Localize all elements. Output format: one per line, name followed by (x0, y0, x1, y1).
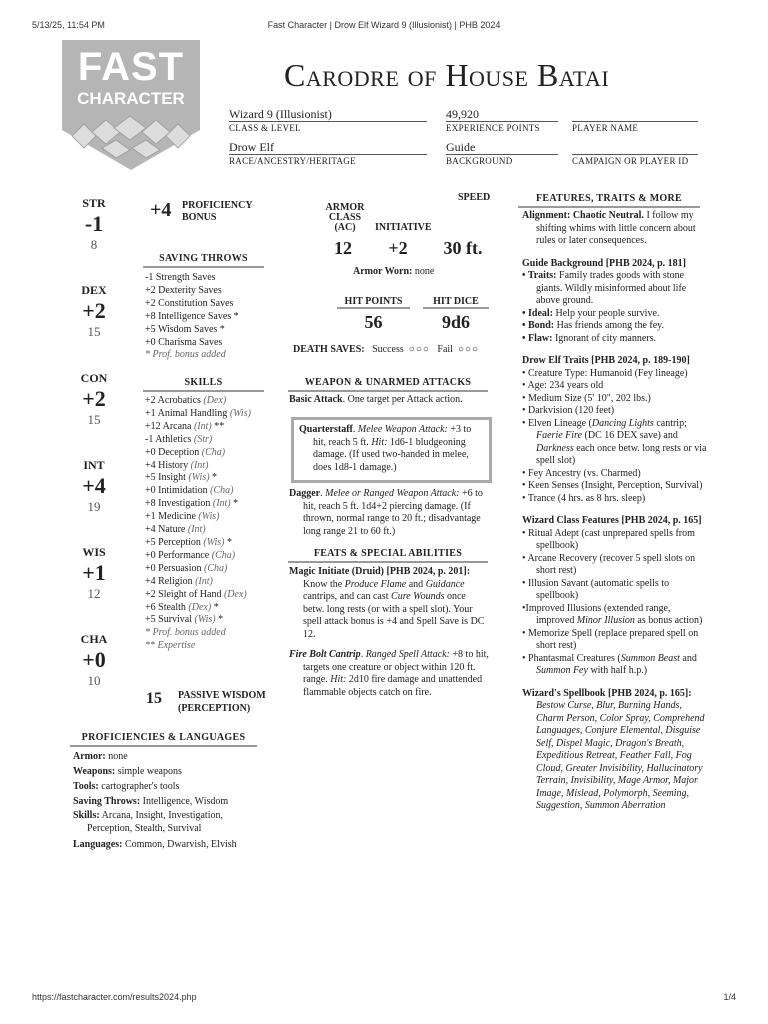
skill-item: -1 Athletics (Str) (145, 433, 213, 445)
race-value: Drow Elf (229, 140, 427, 155)
ability-modifier: -1 (84, 211, 104, 236)
proficiency-label: PROFICIENCY BONUS (182, 200, 253, 223)
save-item: +2 Constitution Saves (145, 297, 234, 309)
features-title: FEATURES, TRAITS & MORE (518, 193, 700, 208)
skill-item: +1 Medicine (Wis) (145, 511, 220, 523)
skill-item: +6 Stealth (Dex) * (145, 601, 219, 613)
features-list: Alignment: Chaotic Neutral. I follow my shifting whims with little concern about rules or later consequences. Guide Background [PHB 2024, p. 181] • Traits: Family trades goods with stone giants. Wildly misinformed about life above ground. • Ideal: Help your people survive. • Bond: Has friends among the fey. • Flaw: Ignorant of city manners. Drow Elf Traits [PHB 2024, p. 189-190] • Creature Type: Humanoid (Fey lineage) • Age: 234 years old • Medium Size (5' 10", 202 lbs.) • Darkvision (120 feet) • Elven Lineage (Dancing Lights cantrip; Faerie Fire (DC 16 DEX save) and Darkness each once betw. long rests or via spell slot) • Fey Ancestry (vs. Charmed) • Keen Senses (Insight, Perception, Survival) • Trance (4 hrs. as 8 hrs. sleep) Wizard Class Features [PHB 2024, p. 165] • Ritual Adept (cast unprepared spells from spellbook) • Arcane Recovery (recover 5 spell slots on short rest) • Illusion Savant (automatic spells to spellbook) •Improved Illusions (extended range, improved Minor Illusion as bonus action) • Memorize Spell (replace prepared spell on short rest) • Phantasmal Creatures (Summon Beast and Summon Fey with half h.p.) Wizard's Spellbook [PHB 2024, p. 165]: Bestow Curse, Blur, Burning Hands, Charm Person, Color Spray, Comprehend Languages, Conjure Elemental, Disguise Self, Dispel Magic, Dragon's Breath, Expeditious Retreat, Feather Fall, Fog Cloud, Greater Invisibility, Hallucinatory Terrain, Invisibility, Mage Armor, Major Image, Mislead, Polymorph, Seeming, Suggestion, Summon Aberration (522, 210, 707, 811)
save-item: +2 Dexterity Saves (145, 284, 222, 296)
spellbook-spells: Bestow Curse, Blur, Burning Hands, Charm Person, Color Spray, Comprehend Languages, Conjure Elemental, Disguise Self, Dispel Magic, Dragon's Breath, Expeditious Retreat, Feather Fall, Fog Cloud, Greater Invisibility, Hallucinatory Terrain, Invisibility, Mage Armor, Major Image, Mislead, Polymorph, Seeming, Suggestion, Summon Aberration (536, 700, 705, 811)
passive-perception-value: 15 (146, 690, 162, 707)
skills-list (145, 395, 251, 653)
hit-dice-value: 9d6 (441, 312, 470, 332)
skill-item: +2 Sleight of Hand (Dex) (145, 588, 247, 600)
death-fail-circles[interactable]: ○○○ (457, 344, 480, 355)
background-value: Guide (446, 140, 558, 155)
ability-score: 8 (90, 237, 98, 252)
ability-score: 10 (87, 673, 101, 688)
feats-list: Magic Initiate (Druid) [PHB 2024, p. 201]: Know the Produce Flame and Guidance cantrips, and can cast Cure Wounds once betw. long rests (or with a spell slot). Your spell attack bonus is +4 and Spell Save is DC 12. Fire Bolt Cantrip. Ranged Spell Attack: +8 to hit, targets one creature or object within 120 ft. range. Hit: 2d10 fire damage and unattended flammable objects catch on fire. (289, 566, 489, 698)
skill-note: ** Expertise (145, 640, 196, 652)
ability-label: DEX (81, 283, 107, 297)
skill-item: +4 Religion (Int) (145, 575, 213, 587)
ability-label: WIS (82, 545, 106, 559)
ability-label: CHA (80, 632, 108, 646)
campaign-label: CAMPAIGN OR PLAYER ID (572, 156, 689, 166)
skill-item: +5 Insight (Wis) * (145, 472, 218, 484)
fast-character-logo (62, 40, 200, 170)
print-url[interactable]: https://fastcharacter.com/results2024.php (32, 992, 197, 1002)
logo-text-fast: FAST (77, 45, 185, 89)
skill-item: +4 Nature (Int) (145, 524, 206, 536)
basic-attack: Basic Attack. One target per Attack action. (289, 394, 463, 405)
death-saves: DEATH SAVES: Success ○○○ Fail ○○○ (293, 344, 480, 355)
skill-item: +12 Arcana (Int) ** (145, 420, 225, 432)
page-number: 1/4 (723, 992, 736, 1002)
skill-item: +5 Perception (Wis) * (145, 536, 233, 548)
dagger-attack: Dagger. Melee or Ranged Weapon Attack: +6 to hit, reach 5 ft. 1d4+2 piercing damage. (If thrown, normal range to 20 ft.; disadvantage long range 21 to 60 ft.) (289, 488, 483, 537)
initiative-label: INITIATIVE (375, 222, 432, 233)
save-item: +0 Charisma Saves (145, 336, 223, 348)
proficiencies-title: PROFICIENCIES & LANGUAGES (70, 732, 257, 747)
ability-label: INT (83, 458, 105, 472)
initiative-value: +2 (388, 238, 408, 258)
ability-score: 15 (87, 412, 101, 427)
xp-value: 49,920 (446, 107, 558, 122)
saving-throws-title: SAVING THROWS (143, 253, 264, 268)
class-level-value: Wizard 9 (Illusionist) (229, 107, 427, 122)
class-level-label: CLASS & LEVEL (229, 123, 301, 133)
race-label: RACE/ANCESTRY/HERITAGE (229, 156, 356, 166)
skill-item: +4 History (Int) (145, 459, 209, 471)
save-item: +5 Wisdom Saves * (145, 323, 225, 335)
ability-label: STR (82, 196, 106, 210)
hit-points-label: HIT POINTS (337, 296, 410, 309)
skill-item: +0 Persuasion (Cha) (145, 562, 228, 574)
ability-cha (76, 632, 112, 689)
skill-item: +0 Performance (Cha) (145, 549, 236, 561)
speed-label: SPEED (458, 192, 491, 203)
speed-value: 30 ft. (443, 238, 483, 258)
skills-title: SKILLS (143, 377, 264, 392)
save-item: -1 Strength Saves (145, 272, 216, 283)
print-title: Fast Character | Drow Elf Wizard 9 (Illusionist) | PHB 2024 (267, 20, 501, 30)
campaign-field (572, 140, 698, 155)
xp-label: EXPERIENCE POINTS (446, 123, 540, 133)
background-label: BACKGROUND (446, 156, 513, 166)
player-name-field (572, 107, 698, 122)
ability-score: 19 (87, 499, 101, 514)
hit-dice-label: HIT DICE (423, 296, 489, 309)
save-item: +8 Intelligence Saves * (145, 310, 239, 322)
ability-wis (76, 545, 112, 602)
skill-item: +5 Survival (Wis) * (145, 614, 224, 626)
skill-item: +0 Intimidation (Cha) (145, 485, 234, 497)
ability-modifier: +2 (82, 386, 106, 411)
save-note: * Prof. bonus added (145, 349, 226, 361)
skill-item: +1 Animal Handling (Wis) (145, 407, 251, 419)
ability-dex (76, 283, 112, 340)
ability-score: 15 (87, 324, 101, 339)
ac-value: 12 (334, 238, 352, 258)
ability-label: CON (80, 371, 108, 385)
logo-text-character: CHARACTER (77, 89, 185, 108)
skill-item: +2 Acrobatics (Dex) (145, 395, 227, 406)
character-name: Carodre of House Batai (284, 57, 610, 93)
ability-score: 12 (87, 586, 101, 601)
ability-modifier: +2 (82, 298, 106, 323)
skill-item: +0 Deception (Cha) (145, 446, 226, 458)
player-name-label: PLAYER NAME (572, 123, 639, 133)
print-datetime: 5/13/25, 11:54 PM (32, 20, 105, 30)
quarterstaff-attack-box: Quarterstaff. Melee Weapon Attack: +3 to hit, reach 5 ft. Hit: 1d6-1 bludgeoning damage. (If used two-handed in melee, does 1d8-1 damage.) (291, 417, 492, 483)
proficiencies-list: Armor: none Weapons: simple weapons Tools: cartographer's tools Saving Throws: Intelligence, Wisdom Skills: Arcana, Insight, Investigation, Perception, Stealth, Survival Languages: Common, Dwarvish, Elvish (73, 751, 237, 850)
ability-con (76, 371, 112, 428)
skill-item: +8 Investigation (Int) * (145, 498, 239, 510)
ability-modifier: +1 (82, 560, 106, 585)
ability-str (76, 196, 112, 253)
armor-worn: Armor Worn: none (353, 266, 435, 277)
saving-throws-list (145, 272, 239, 362)
ability-modifier: +4 (82, 473, 106, 498)
proficiency-value: +4 (150, 199, 172, 221)
ability-int (76, 458, 112, 515)
hit-points-value: 56 (364, 312, 383, 332)
ability-modifier: +0 (82, 647, 106, 672)
attacks-title: WEAPON & UNARMED ATTACKS (288, 377, 488, 392)
feats-title: FEATS & SPECIAL ABILITIES (288, 548, 488, 563)
ac-label: ARMOR CLASS (AC) (325, 202, 365, 233)
death-success-circles[interactable]: ○○○ (408, 344, 430, 355)
skill-note: * Prof. bonus added (145, 627, 226, 639)
passive-perception-label: PASSIVE WISDOM (PERCEPTION) (178, 690, 266, 714)
